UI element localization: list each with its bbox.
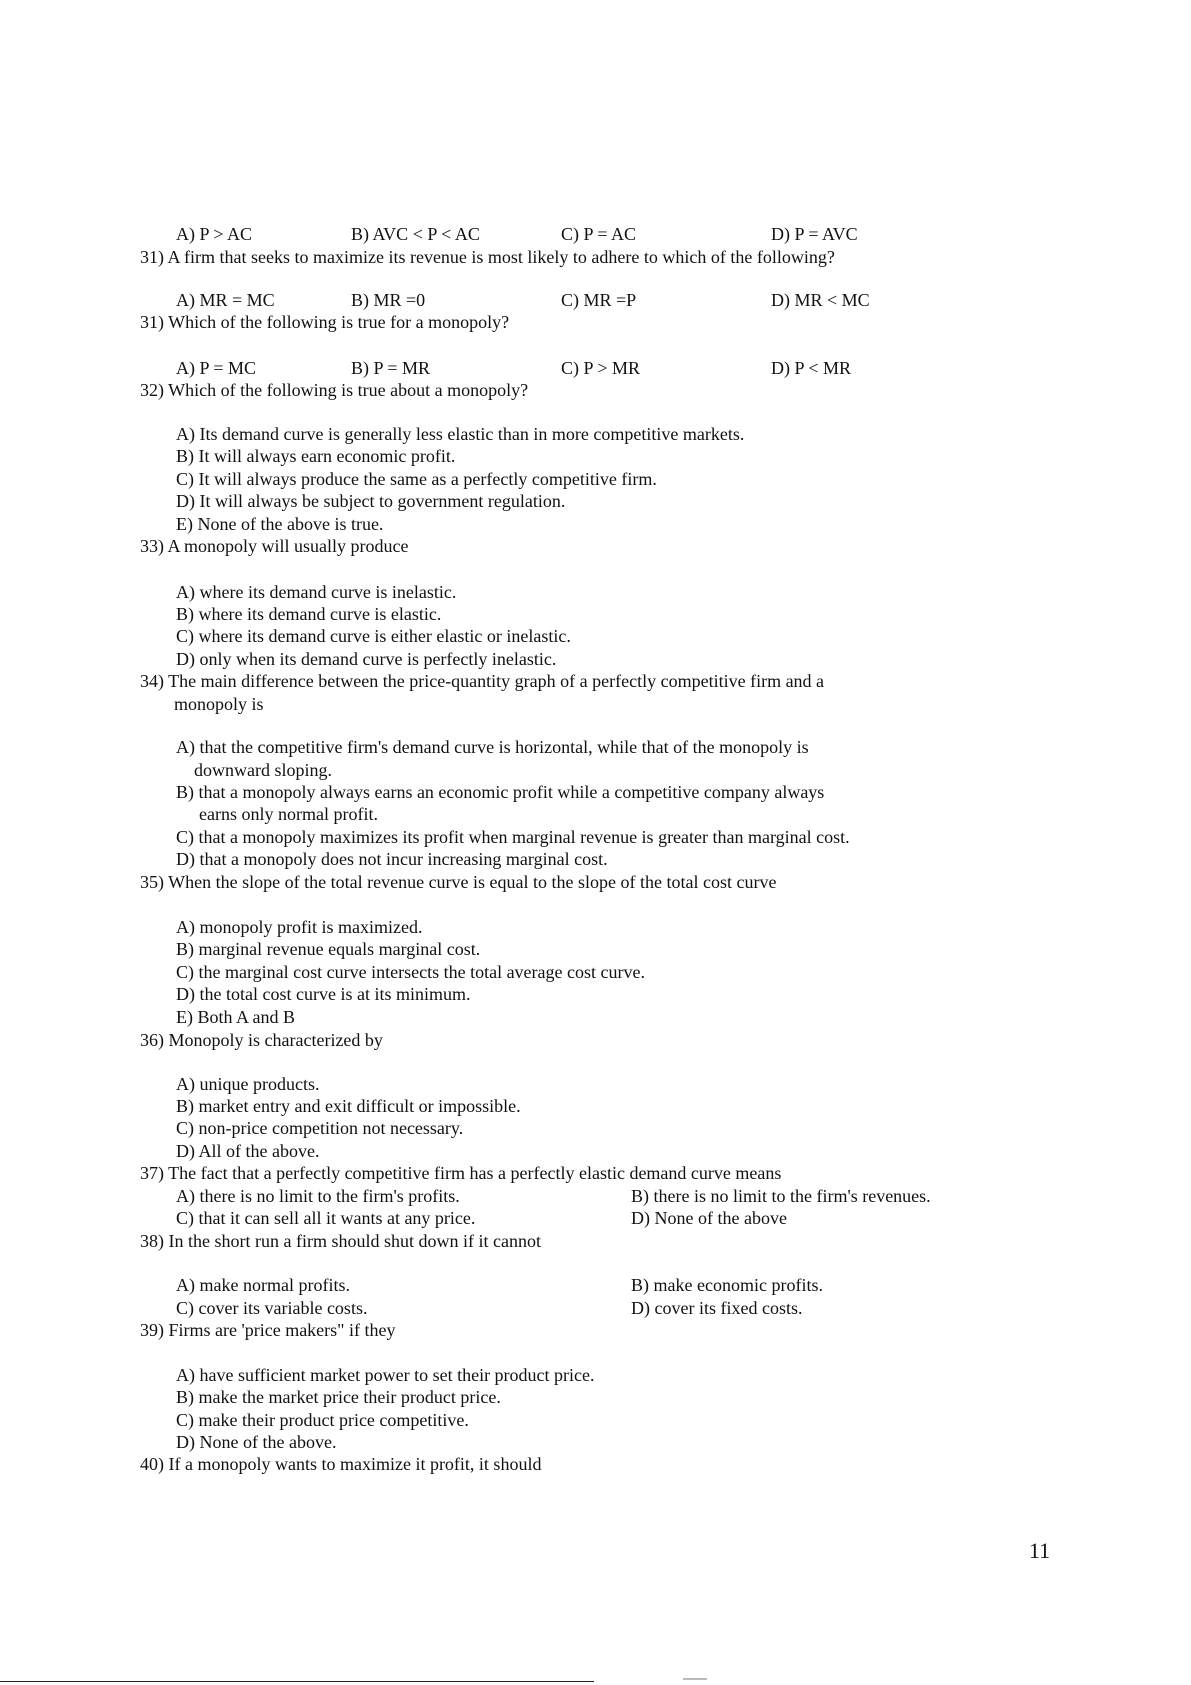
answer-option: D) All of the above. — [176, 1141, 320, 1161]
answer-option: B) where its demand curve is elastic. — [176, 604, 442, 624]
answer-option: C) MR =P — [561, 290, 637, 310]
answer-option: A) have sufficient market power to set their product price. — [176, 1365, 595, 1385]
answer-option: B) marginal revenue equals marginal cost. — [176, 939, 481, 959]
answer-option: B) P = MR — [351, 358, 431, 378]
answer-option: D) None of the above. — [176, 1432, 337, 1452]
answer-option: C) cover its variable costs. — [176, 1298, 368, 1318]
answer-option: C) make their product price competitive. — [176, 1410, 469, 1430]
answer-option: A) where its demand curve is inelastic. — [176, 582, 457, 602]
answer-option: B) market entry and exit difficult or impossible. — [176, 1096, 521, 1116]
question-text: 35) When the slope of the total revenue curve is equal to the slope of the total cost curve — [140, 872, 777, 892]
question-text: 39) Firms are 'price makers" if they — [140, 1320, 396, 1340]
question-text: 40) If a monopoly wants to maximize it profit, it should — [140, 1454, 542, 1474]
answer-option: E) Both A and B — [176, 1007, 296, 1027]
question-text: 31) Which of the following is true for a monopoly? — [140, 312, 510, 332]
answer-option: A) unique products. — [176, 1074, 320, 1094]
question-text: 37) The fact that a perfectly competitive firm has a perfectly elastic demand curve means — [140, 1163, 782, 1183]
question-text-continued: monopoly is — [174, 694, 264, 714]
answer-option: B) there is no limit to the firm's revenues. — [631, 1186, 931, 1206]
answer-option: E) None of the above is true. — [176, 514, 384, 534]
answer-option: C) that a monopoly maximizes its profit when marginal revenue is greater than marginal cost. — [176, 827, 850, 847]
answer-option: D) the total cost curve is at its minimum. — [176, 984, 471, 1004]
answer-option-continued: downward sloping. — [194, 760, 332, 780]
answer-option: D) It will always be subject to government regulation. — [176, 491, 566, 511]
answer-option: B) It will always earn economic profit. — [176, 446, 456, 466]
answer-option: D) that a monopoly does not incur increasing marginal cost. — [176, 849, 608, 869]
question-text: 32) Which of the following is true about a monopoly? — [140, 380, 529, 400]
answer-option: C) non-price competition not necessary. — [176, 1118, 464, 1138]
answer-option: C) P > MR — [561, 358, 641, 378]
answer-option: A) P > AC — [176, 224, 252, 244]
question-text: 38) In the short run a firm should shut down if it cannot — [140, 1231, 541, 1251]
answer-option: A) that the competitive firm's demand curve is horizontal, while that of the monopoly is — [176, 737, 809, 757]
answer-option: A) monopoly profit is maximized. — [176, 917, 423, 937]
answer-option: A) make normal profits. — [176, 1275, 350, 1295]
answer-option: B) make economic profits. — [631, 1275, 823, 1295]
answer-option: B) make the market price their product price. — [176, 1387, 501, 1407]
answer-option: B) AVC < P < AC — [351, 224, 480, 244]
answer-option: C) P = AC — [561, 224, 637, 244]
answer-option: D) P = AVC — [771, 224, 858, 244]
answer-option: D) cover its fixed costs. — [631, 1298, 803, 1318]
footer-rule — [0, 1681, 594, 1682]
answer-option: A) Its demand curve is generally less elastic than in more competitive markets. — [176, 424, 745, 444]
answer-option: B) MR =0 — [351, 290, 426, 310]
question-text: 31) A firm that seeks to maximize its revenue is most likely to adhere to which of the following? — [140, 247, 835, 267]
answer-option: A) P = MC — [176, 358, 256, 378]
answer-option: C) where its demand curve is either elastic or inelastic. — [176, 626, 571, 646]
footer-mark — [683, 1678, 707, 1680]
question-text: 33) A monopoly will usually produce — [140, 536, 409, 556]
answer-option: D) only when its demand curve is perfectly inelastic. — [176, 649, 557, 669]
answer-option: C) that it can sell all it wants at any price. — [176, 1208, 476, 1228]
answer-option-continued: earns only normal profit. — [199, 804, 378, 824]
answer-option: B) that a monopoly always earns an economic profit while a competitive company always — [176, 782, 825, 802]
question-text: 34) The main difference between the price-quantity graph of a perfectly competitive firm and a — [140, 671, 825, 691]
answer-option: D) MR < MC — [771, 290, 870, 310]
answer-option: A) MR = MC — [176, 290, 275, 310]
question-text: 36) Monopoly is characterized by — [140, 1030, 383, 1050]
answer-option: A) there is no limit to the firm's profits. — [176, 1186, 460, 1206]
page-number: 11 — [1029, 1538, 1051, 1563]
answer-option: D) None of the above — [631, 1208, 787, 1228]
answer-option: D) P < MR — [771, 358, 851, 378]
answer-option: C) the marginal cost curve intersects the total average cost curve. — [176, 962, 645, 982]
answer-option: C) It will always produce the same as a perfectly competitive firm. — [176, 469, 657, 489]
